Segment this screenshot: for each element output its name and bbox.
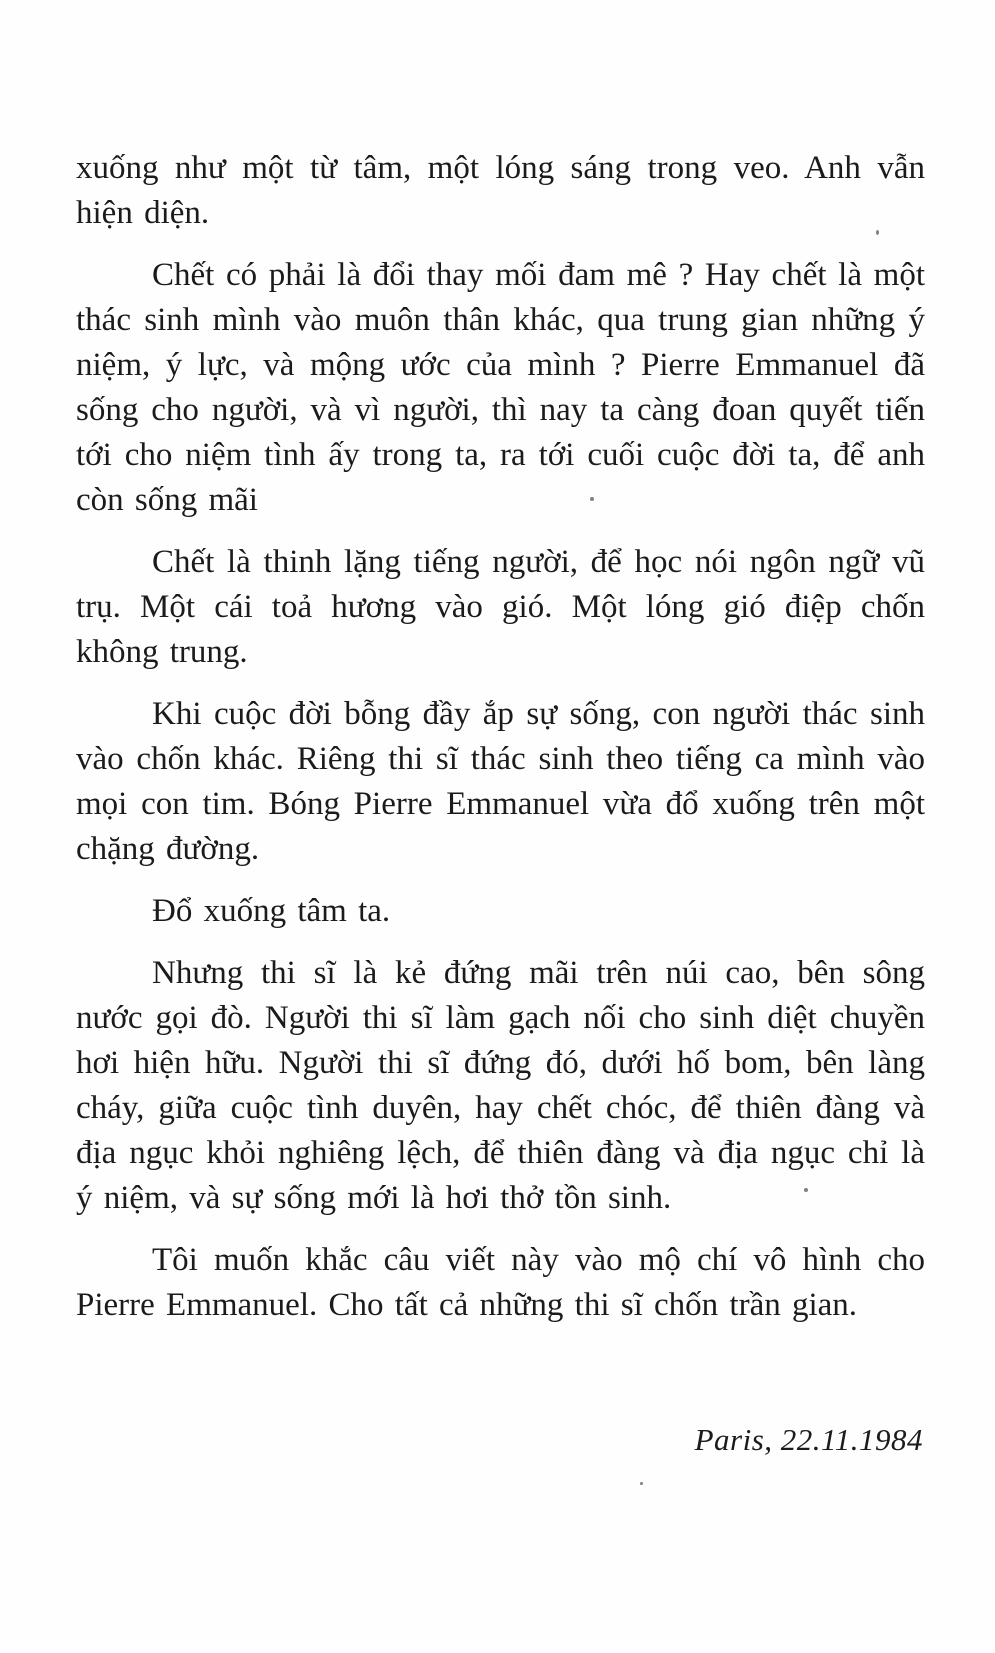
signature-dateline: Paris, 22.11.1984 (694, 1422, 923, 1457)
paragraph: Tôi muốn khắc câu viết này vào mộ chí vô hình cho Pierre Emmanuel. Cho tất cả những thi sĩ chốn trần gian. (76, 1242, 925, 1323)
page-text (76, 146, 925, 1345)
paragraph: xuống như một từ tâm, một lóng sáng trong veo. Anh vẫn hiện diện. (76, 150, 925, 231)
scan-speck (804, 1188, 808, 1192)
scan-speck (640, 1482, 643, 1485)
paragraph: Chết có phải là đổi thay mối đam mê ? Hay chết là một thác sinh mình vào muôn thân khác, qua trung gian những ý niệm, ý lực, và mộng ước của mình ? Pierre Emmanuel đã sống cho người, và vì người, thì nay ta càng đoan quyết tiến tới cho niệm tình ấy trong ta, ra tới cuối cuộc đời ta, để anh còn sống mãi (76, 257, 925, 518)
paragraph: Chết là thinh lặng tiếng người, để học nói ngôn ngữ vũ trụ. Một cái toả hương vào gió. Một lóng gió điệp chốn không trung. (76, 544, 925, 670)
paragraph: Đổ xuống tâm ta. (152, 893, 391, 929)
paragraph: Nhưng thi sĩ là kẻ đứng mãi trên núi cao, bên sông nước gọi đò. Người thi sĩ làm gạch nối cho sinh diệt chuyền hơi hiện hữu. Người thi sĩ đứng đó, dưới hố bom, bên làng cháy, giữa cuộc tình duyên, hay chết chóc, để thiên đàng và địa ngục khỏi nghiêng lệch, để thiên đàng và địa ngục chỉ là ý niệm, và sự sống mới là hơi thở tồn sinh. (76, 955, 925, 1216)
paragraph: Khi cuộc đời bỗng đầy ắp sự sống, con người thác sinh vào chốn khác. Riêng thi sĩ thác sinh theo tiếng ca mình vào mọi con tim. Bóng Pierre Emmanuel vừa đổ xuống trên một chặng đường. (76, 696, 925, 867)
scan-speck (876, 230, 879, 235)
scan-speck (590, 497, 594, 501)
